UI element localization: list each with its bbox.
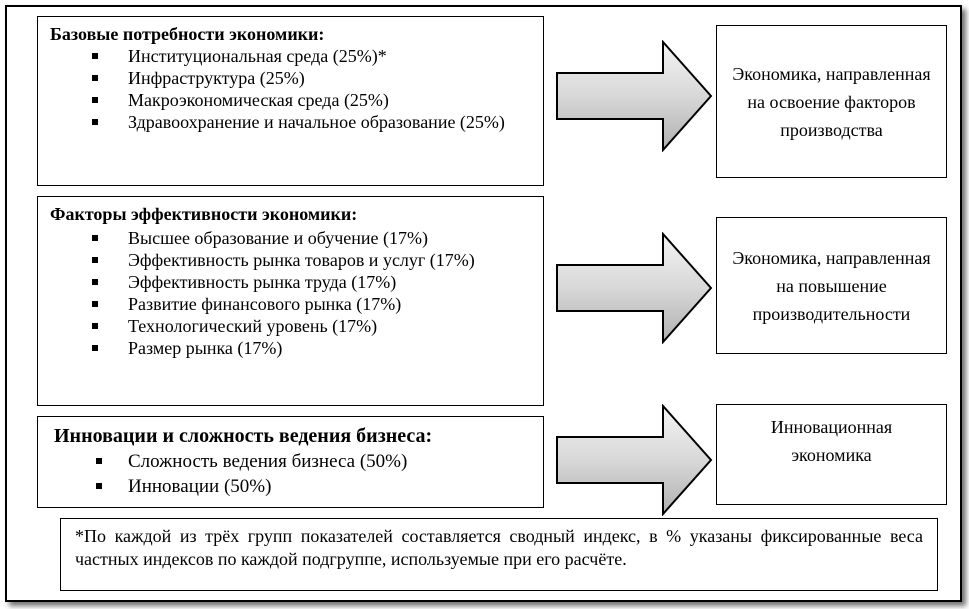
list-item: Сложность ведения бизнеса (50%) — [50, 449, 533, 474]
list-item: Институциональная среда (25%)* — [50, 45, 533, 67]
group-innovation-list — [50, 449, 533, 499]
group-basic-needs-list — [50, 45, 533, 133]
list-item: Инфраструктура (25%) — [50, 67, 533, 89]
result-efficiency-driven-box — [716, 217, 947, 354]
group-basic-needs-title: Базовые потребности экономики: — [50, 24, 325, 44]
footnote-box — [60, 518, 938, 591]
group-efficiency-title: Факторы эффективности экономики: — [50, 204, 358, 224]
result-factor-driven-box — [716, 25, 947, 178]
result-innovation-driven-box — [716, 404, 947, 505]
group-innovation-title: Инновации и сложность ведения бизнеса: — [54, 425, 433, 447]
group-efficiency-list — [50, 227, 533, 359]
list-item: Размер рынка (17%) — [50, 337, 533, 359]
list-item: Развитие финансового рынка (17%) — [50, 293, 533, 315]
list-item: Инновации (50%) — [50, 474, 533, 499]
list-item: Технологический уровень (17%) — [50, 315, 533, 337]
result-efficiency-driven-text: Экономика, направленная на повышение производительности — [732, 247, 931, 324]
footnote-text: *По каждой из трёх групп показателей составляется сводный индекс, в % указаны фиксированные веса частных индексов по каждой подгруппе, используемые при его расчёте. — [75, 526, 923, 569]
list-item: Макроэкономическая среда (25%) — [50, 89, 533, 111]
result-factor-driven-text: Экономика, направленная на освоение факторов производства — [732, 63, 931, 140]
result-innovation-driven-text: Инновационная экономика — [770, 417, 893, 465]
group-innovation-box — [37, 416, 544, 508]
list-item: Эффективность рынка труда (17%) — [50, 271, 533, 293]
arrow-right-icon — [555, 40, 715, 152]
arrow-right-icon — [555, 404, 715, 516]
arrow-right-icon — [555, 232, 715, 344]
list-item: Высшее образование и обучение (17%) — [50, 227, 533, 249]
list-item: Эффективность рынка товаров и услуг (17%) — [50, 249, 533, 271]
group-efficiency-box — [37, 196, 544, 406]
list-item: Здравоохранение и начальное образование (25%) — [50, 111, 533, 133]
group-basic-needs-box — [37, 16, 544, 186]
